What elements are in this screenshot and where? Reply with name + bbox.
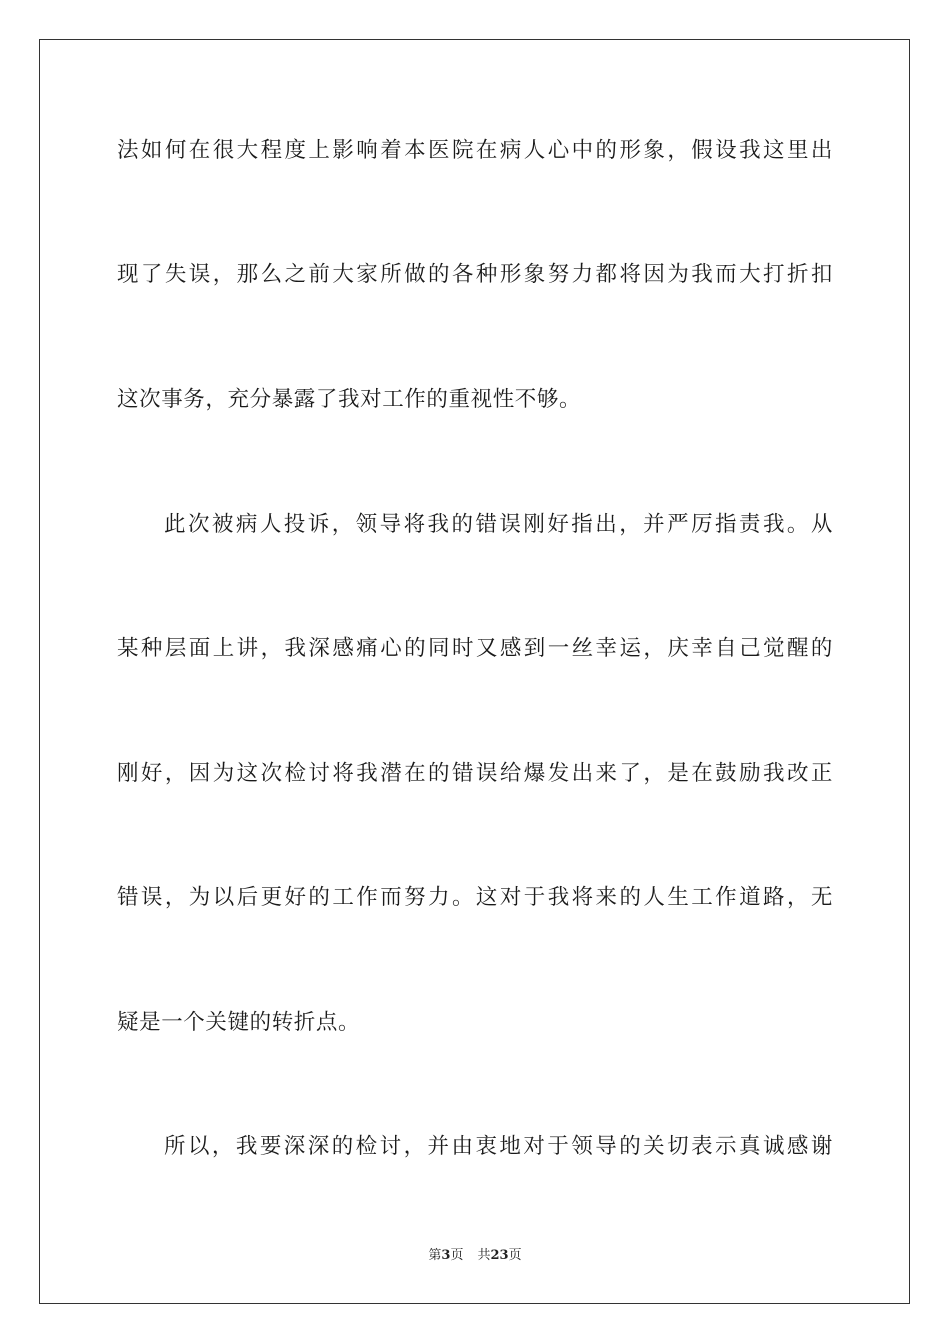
total-page-count: 23 [490,1248,509,1263]
text-line-6: 刚好，因为这次检讨将我潜在的错误给爆发出来了，是在鼓励我改正 [117,761,833,786]
total-unit: 页 [508,1248,522,1263]
text-line-3: 这次事务，充分暴露了我对工作的重视性不够。 [117,387,582,412]
total-prefix: 共 [477,1248,491,1263]
text-line-9: 所以，我要深深的检讨，并由衷地对于领导的关切表示真诚感谢 [164,1134,833,1159]
page-footer [0,1247,950,1265]
current-page-number: 3 [441,1248,451,1263]
text-line-7: 错误，为以后更好的工作而努力。这对于我将来的人生工作道路，无 [117,885,833,910]
text-line-2: 现了失误，那么之前大家所做的各种形象努力都将因为我而大打折扣 [117,262,833,287]
page-prefix: 第 [428,1248,442,1263]
text-line-4: 此次被病人投诉，领导将我的错误刚好指出，并严厉指责我。从 [164,512,833,537]
text-line-1: 法如何在很大程度上影响着本医院在病人心中的形象，假设我这里出 [117,138,833,163]
page-unit: 页 [450,1248,464,1263]
text-line-8: 疑是一个关键的转折点。 [117,1010,361,1035]
text-line-5: 某种层面上讲，我深感痛心的同时又感到一丝幸运，庆幸自己觉醒的 [117,636,833,661]
page-frame [39,39,910,1304]
